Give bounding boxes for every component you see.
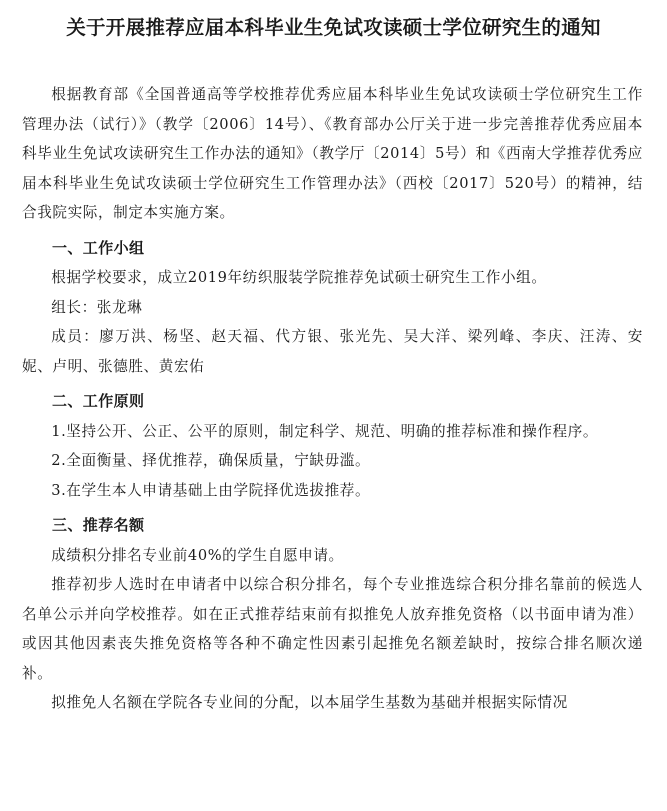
group-members: 成员：廖万洪、杨坚、赵天福、代方银、张光先、吴大洋、梁列峰、李庆、汪涛、安妮、卢明、张德胜、黄宏佑: [22, 328, 643, 375]
section-quota: [22, 511, 643, 718]
principle-item: 2.全面衡量、择优推荐，确保质量，宁缺毋滥。: [51, 452, 371, 469]
document-body: [22, 80, 643, 718]
principle-item: 3.在学生本人申请基础上由学院择优选拔推荐。: [51, 481, 371, 499]
section-work-group: [22, 234, 643, 382]
section-paragraph: 成绩积分排名专业前40%的学生自愿申请。: [51, 546, 344, 564]
intro-paragraph: 根据教育部《全国普通高等学校推荐优秀应届本科毕业生免试攻读硕士学位研究生工作管理办法（试行）》（教学〔2006〕14号）、《教育部办公厅关于进一步完善推荐优秀应届本科毕业生免试攻读研究生工作办法的通知》（教学厅〔2014〕5号）和《西南大学推荐优秀应届本科毕业生免试攻读硕士学位研究生工作管理办法》（西校〔2017〕520号）的精神，结合我院实际，制定本实施方案。: [22, 86, 643, 221]
section-paragraph: 推荐初步人选时在申请者中以综合积分排名，每个专业推选综合积分排名靠前的候选人名单公示并向学校推荐。如在正式推荐结束前有拟推免人放弃推免资格（以书面申请为准）或因其他因素丧失推免资格等各种不确定性因素引起推免名额差缺时，按综合排名顺次递补。: [22, 576, 643, 682]
section-work-principles: [22, 387, 643, 505]
group-leader: 组长：张龙琳: [51, 298, 143, 316]
principle-item: 1.坚持公开、公正、公平的原则，制定科学、规范、明确的推荐标准和操作程序。: [51, 422, 599, 440]
section-heading: 三、推荐名额: [52, 516, 145, 534]
section-paragraph: 拟推免人名额在学院各专业间的分配，以本届学生基数为基础并根据实际情况: [51, 694, 568, 711]
section-heading: 二、工作原则: [52, 392, 145, 410]
section-heading: 一、工作小组: [52, 238, 145, 257]
section-paragraph: 根据学校要求，成立2019年纺织服装学院推荐免试硕士研究生工作小组。: [51, 269, 547, 286]
document-title: 关于开展推荐应届本科毕业生免试攻读硕士学位研究生的通知: [66, 16, 601, 39]
